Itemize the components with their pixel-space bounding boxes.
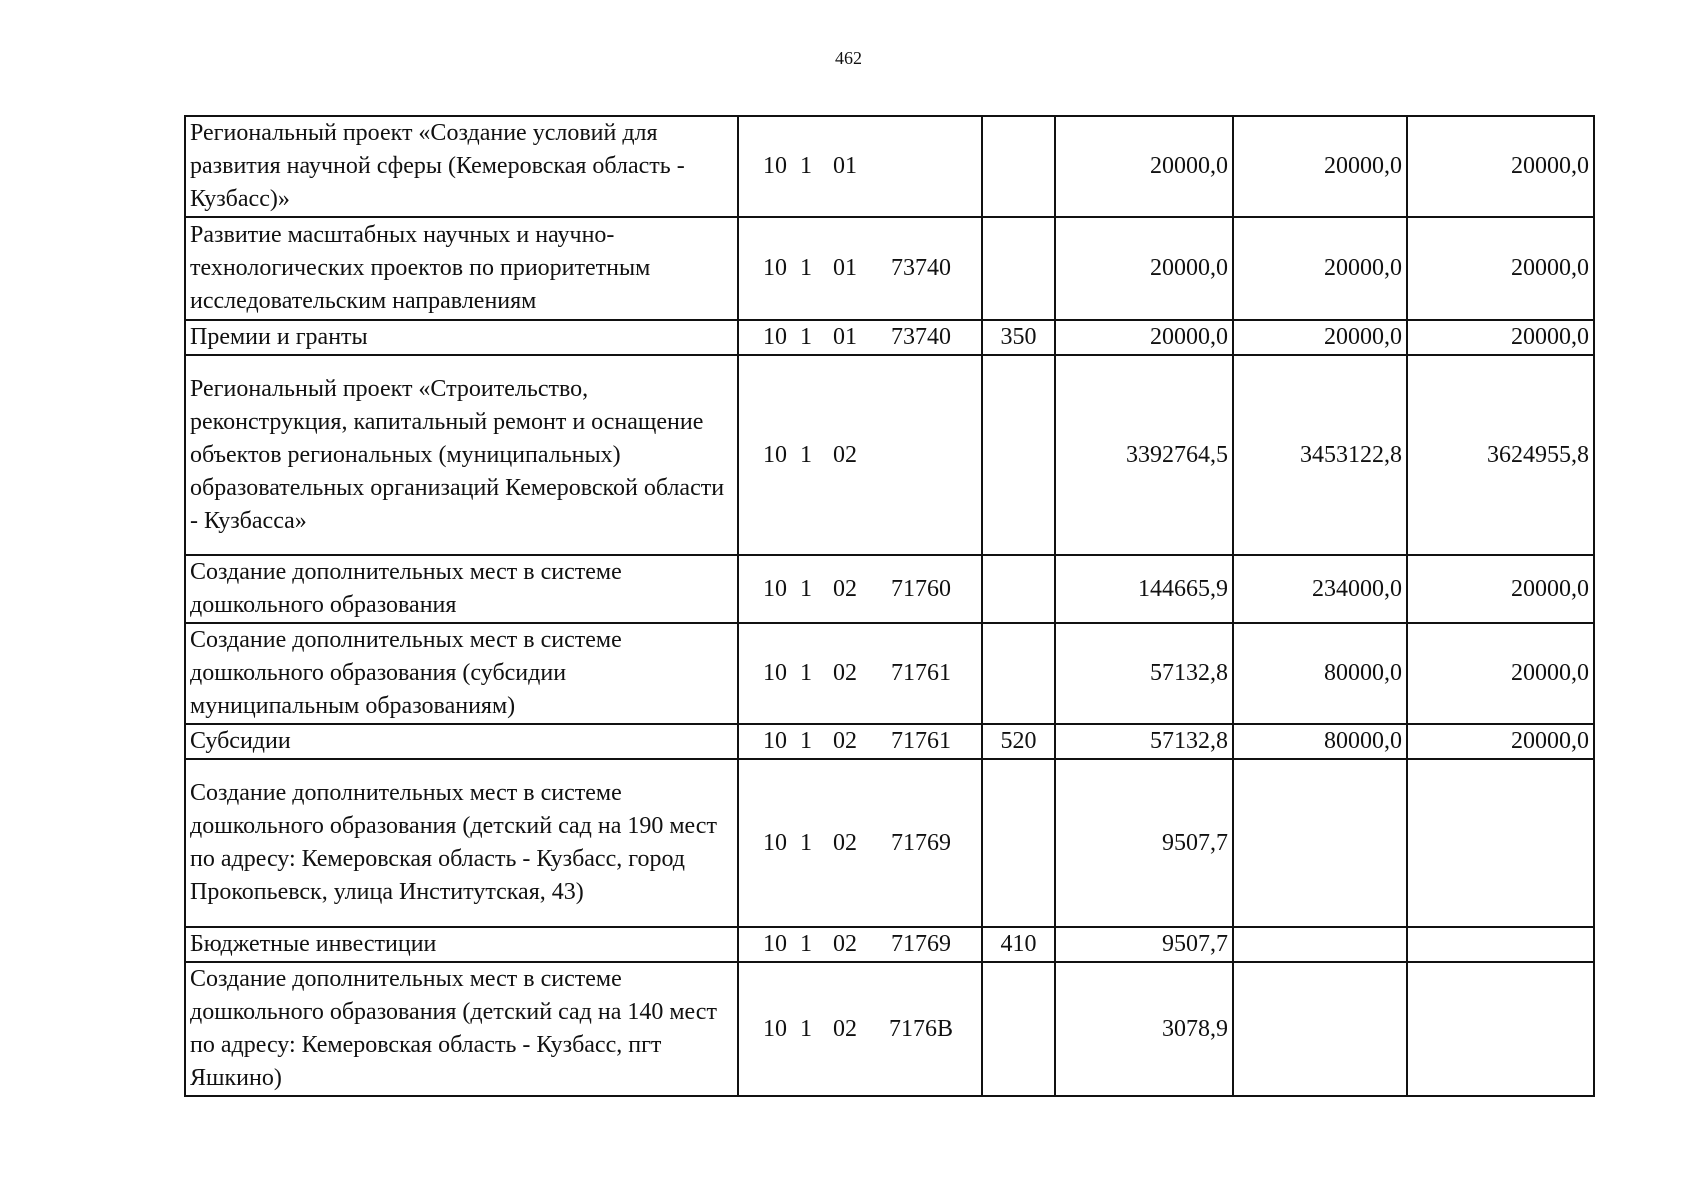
- row-amount-2: 20000,0: [1233, 116, 1407, 217]
- table-row: [185, 927, 1594, 962]
- table-row: [185, 623, 1594, 724]
- row-code: [738, 759, 982, 927]
- code-parts: [743, 827, 977, 860]
- code-subprogram: 1: [800, 441, 812, 468]
- table-row: [185, 116, 1594, 217]
- code-number: 71761: [891, 660, 951, 686]
- row-amount-1: 9507,7: [1055, 759, 1233, 927]
- row-amount-3: 20000,0: [1407, 217, 1594, 320]
- code-subprogram: 1: [800, 575, 812, 602]
- code-section: 10: [763, 829, 787, 856]
- table-row: [185, 555, 1594, 623]
- row-code: [738, 962, 982, 1096]
- code-group: 02: [833, 829, 857, 856]
- budget-table: [184, 115, 1595, 1097]
- row-amount-3: 20000,0: [1407, 555, 1594, 623]
- row-name: Создание дополнительных мест в системе дошкольного образования: [185, 555, 738, 623]
- table-row: [185, 724, 1594, 759]
- row-amount-3: [1407, 962, 1594, 1096]
- code-number: 7176B: [888, 1015, 953, 1042]
- row-amount-1: 20000,0: [1055, 116, 1233, 217]
- code-parts: [743, 573, 977, 606]
- row-amount-2: 20000,0: [1233, 217, 1407, 320]
- table-row: [185, 217, 1594, 320]
- code-group: 02: [833, 931, 857, 957]
- code-section: 10: [763, 575, 787, 602]
- row-code: [738, 623, 982, 724]
- row-expense-type: [982, 623, 1055, 724]
- code-group: 01: [833, 255, 857, 281]
- row-amount-1: 57132,8: [1055, 724, 1233, 759]
- row-code: [738, 927, 982, 962]
- row-expense-type: [982, 355, 1055, 555]
- code-group: 02: [833, 1015, 857, 1042]
- row-name: Региональный проект «Создание условий для развития научной сферы (Кемеровская область - Кузбасс)»: [185, 116, 738, 217]
- code-group: 01: [833, 324, 857, 350]
- row-name: Бюджетные инвестиции: [185, 927, 738, 962]
- row-name: Развитие масштабных научных и научно-технологических проектов по приоритетным исследовательским направлениям: [185, 217, 738, 320]
- code-parts: [743, 150, 977, 183]
- row-name: Региональный проект «Строительство, реконструкция, капитальный ремонт и оснащение объектов региональных (муниципальных) образовательных организаций Кемеровской области - Кузбасса»: [185, 355, 738, 555]
- row-expense-type: [982, 759, 1055, 927]
- row-amount-3: 20000,0: [1407, 724, 1594, 759]
- code-group: 02: [833, 728, 857, 754]
- row-amount-3: 3624955,8: [1407, 355, 1594, 555]
- row-expense-type: [982, 962, 1055, 1096]
- code-parts: [743, 321, 977, 354]
- budget-table-body: [185, 116, 1594, 1096]
- row-amount-1: 20000,0: [1055, 320, 1233, 355]
- row-amount-2: [1233, 962, 1407, 1096]
- code-parts: [743, 725, 977, 758]
- row-code: [738, 724, 982, 759]
- code-number: 71761: [891, 728, 951, 754]
- code-section: 10: [763, 441, 787, 468]
- row-amount-3: [1407, 759, 1594, 927]
- row-amount-1: 20000,0: [1055, 217, 1233, 320]
- code-subprogram: 1: [800, 255, 812, 281]
- table-row: [185, 320, 1594, 355]
- code-section: 10: [763, 660, 787, 686]
- row-amount-1: 57132,8: [1055, 623, 1233, 724]
- code-parts: [743, 252, 977, 285]
- row-amount-2: 80000,0: [1233, 623, 1407, 724]
- row-code: [738, 320, 982, 355]
- code-number: 73740: [891, 255, 951, 281]
- table-row: [185, 962, 1594, 1096]
- row-amount-1: 144665,9: [1055, 555, 1233, 623]
- table-row: [185, 759, 1594, 927]
- code-group: 02: [833, 660, 857, 686]
- code-section: 10: [763, 728, 787, 754]
- row-amount-3: 20000,0: [1407, 320, 1594, 355]
- code-section: 10: [763, 153, 787, 179]
- row-name: Создание дополнительных мест в системе дошкольного образования (детский сад на 140 мест по адресу: Кемеровская область - Кузбасс, пгт Яшкино): [185, 962, 738, 1096]
- row-amount-3: 20000,0: [1407, 116, 1594, 217]
- code-parts: [743, 657, 977, 690]
- table-row: [185, 355, 1594, 555]
- code-number: 71769: [891, 829, 951, 856]
- code-number: 71760: [891, 575, 951, 602]
- code-number: 73740: [891, 324, 951, 350]
- page-number: 462: [835, 48, 862, 68]
- row-expense-type: 520: [982, 724, 1055, 759]
- code-subprogram: 1: [800, 660, 812, 686]
- code-group: 02: [833, 441, 857, 468]
- row-amount-1: 9507,7: [1055, 927, 1233, 962]
- row-amount-2: [1233, 927, 1407, 962]
- row-expense-type: [982, 555, 1055, 623]
- code-subprogram: 1: [800, 829, 812, 856]
- code-parts: [743, 928, 977, 961]
- code-group: 02: [833, 575, 857, 602]
- code-section: 10: [763, 255, 787, 281]
- row-code: [738, 116, 982, 217]
- code-subprogram: 1: [800, 931, 812, 957]
- row-amount-2: 3453122,8: [1233, 355, 1407, 555]
- row-amount-2: 20000,0: [1233, 320, 1407, 355]
- row-amount-3: 20000,0: [1407, 623, 1594, 724]
- row-expense-type: 410: [982, 927, 1055, 962]
- code-parts: [743, 439, 977, 472]
- code-subprogram: 1: [800, 324, 812, 350]
- row-code: [738, 217, 982, 320]
- row-amount-2: 80000,0: [1233, 724, 1407, 759]
- row-code: [738, 355, 982, 555]
- row-name: Субсидии: [185, 724, 738, 759]
- code-section: 10: [763, 931, 787, 957]
- code-parts: [743, 1013, 977, 1046]
- code-section: 10: [763, 1015, 787, 1042]
- row-expense-type: [982, 217, 1055, 320]
- code-group: 01: [833, 153, 857, 179]
- row-name: Премии и гранты: [185, 320, 738, 355]
- code-subprogram: 1: [800, 153, 812, 179]
- code-subprogram: 1: [800, 728, 812, 754]
- code-section: 10: [763, 324, 787, 350]
- row-name: Создание дополнительных мест в системе дошкольного образования (субсидии муниципальным образованиям): [185, 623, 738, 724]
- row-amount-1: 3078,9: [1055, 962, 1233, 1096]
- row-name: Создание дополнительных мест в системе дошкольного образования (детский сад на 190 мест по адресу: Кемеровская область - Кузбасс, город Прокопьевск, улица Институтская, 43): [185, 759, 738, 927]
- row-expense-type: 350: [982, 320, 1055, 355]
- code-subprogram: 1: [800, 1015, 812, 1042]
- row-expense-type: [982, 116, 1055, 217]
- row-amount-2: 234000,0: [1233, 555, 1407, 623]
- code-number: 71769: [891, 931, 951, 957]
- row-code: [738, 555, 982, 623]
- row-amount-1: 3392764,5: [1055, 355, 1233, 555]
- row-amount-2: [1233, 759, 1407, 927]
- row-amount-3: [1407, 927, 1594, 962]
